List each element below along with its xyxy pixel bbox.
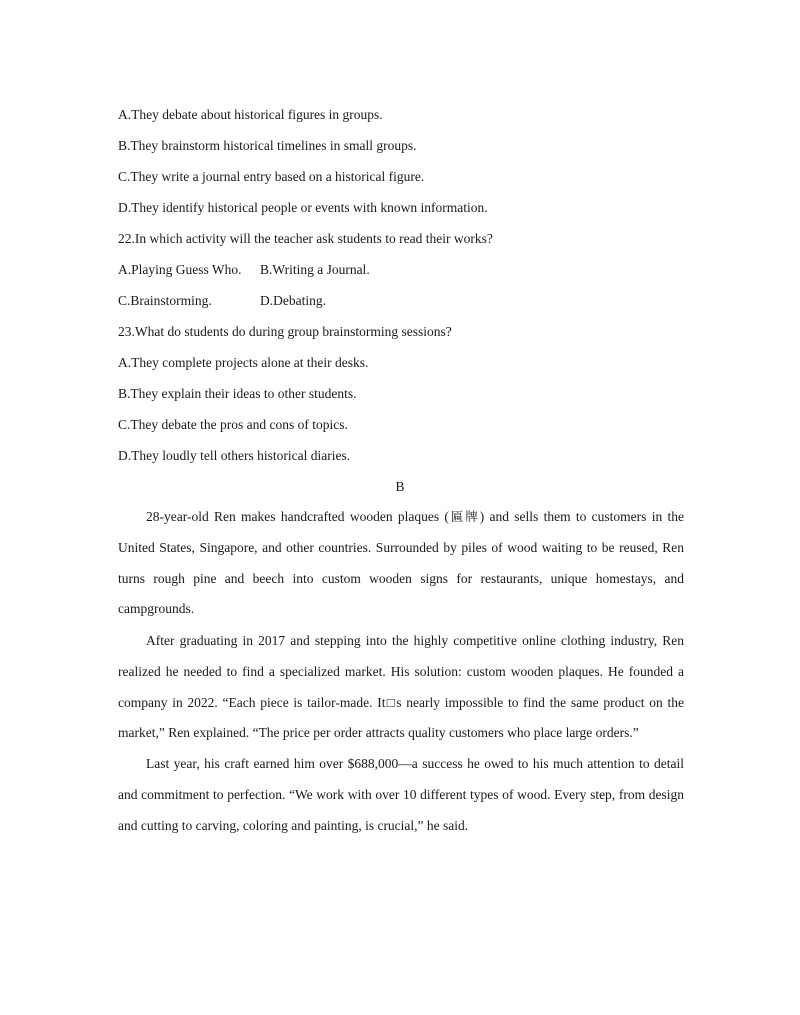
- passage-paragraph-2: [118, 626, 684, 749]
- paragraph-1-chinese-term: 匾牌: [448, 509, 480, 524]
- q22-option-b: B.Writing a Journal.: [260, 262, 370, 277]
- passage-paragraph-3: [118, 749, 684, 841]
- q22-question: 22.In which activity will the teacher ask students to read their works?: [118, 231, 493, 246]
- q22-options-row-1: [118, 262, 370, 278]
- paragraph-3-text: Last year, his craft earned him over $688,000—a success he owed to his much attention to detail and commitment to perfection. “We work with over 10 different types of wood. Every step, from design and cutting to carving, coloring and painting, is crucial,” he said.: [118, 756, 684, 833]
- q22-option-c: C.Brainstorming.: [118, 293, 212, 308]
- paragraph-1-text-start: 28-year-old Ren makes handcrafted wooden plaques (: [146, 509, 449, 524]
- q23-option-c: C.They debate the pros and cons of topics.: [118, 417, 348, 432]
- q22-options-row-2: [118, 293, 326, 309]
- q23-option-a: A.They complete projects alone at their desks.: [118, 355, 369, 370]
- q23-question: 23.What do students do during group brainstorming sessions?: [118, 324, 452, 339]
- q21-option-a: A.They debate about historical figures in groups.: [118, 107, 383, 122]
- q22-option-a: A.Playing Guess Who.: [118, 262, 242, 277]
- q23-option-d: D.They loudly tell others historical diaries.: [118, 448, 351, 463]
- q21-option-d: D.They identify historical people or events with known information.: [118, 200, 488, 215]
- q23-option-b: B.They explain their ideas to other students.: [118, 386, 357, 401]
- q21-option-b: B.They brainstorm historical timelines in small groups.: [118, 138, 417, 153]
- q22-option-d: D.Debating.: [260, 293, 326, 308]
- section-b-label: B: [395, 479, 405, 494]
- q21-option-c: C.They write a journal entry based on a historical figure.: [118, 169, 425, 184]
- passage-paragraph-1: [118, 502, 684, 625]
- paragraph-2-text: After graduating in 2017 and stepping into the highly competitive online clothing industry, Ren realized he needed to find a specialized market. His solution: custom wooden plaques. He founded a company in 2022. “Each piece is tailor-made. It□s nearly impossible to find the same product on the market,” Ren explained. “The price per order attracts quality customers who place large orders.”: [118, 633, 684, 741]
- paragraph-1-text-end: ) and sells them to customers in the United States, Singapore, and other countries. Surrounded by piles of wood waiting to be reused, Ren turns rough pine and beech into custom wooden signs for restaurants, unique homestays, and campgrounds.: [118, 509, 685, 617]
